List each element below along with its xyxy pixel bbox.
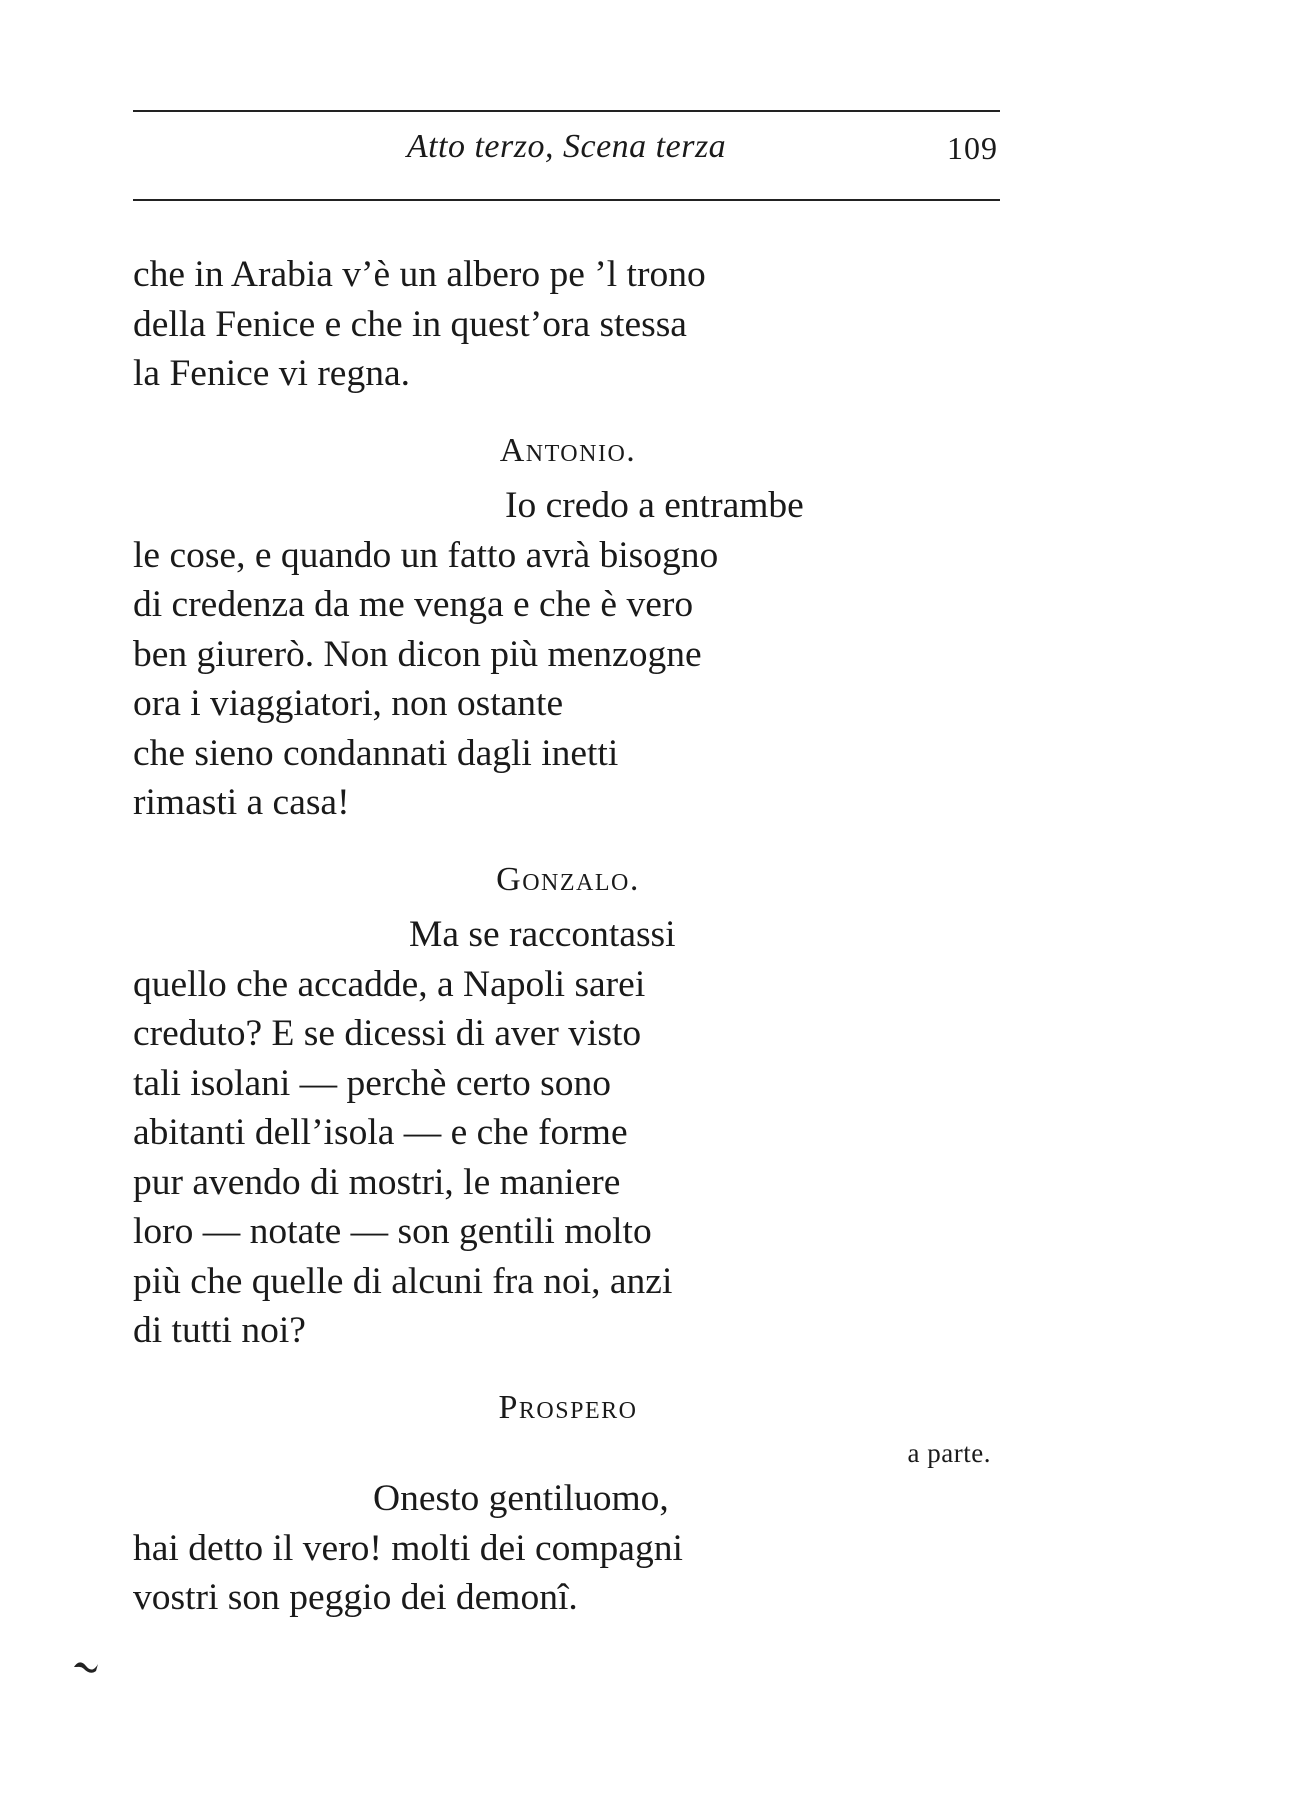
verse-line: Ma se raccontassi xyxy=(409,914,676,955)
verse-line: più che quelle di alcuni fra noi, anzi xyxy=(133,1260,673,1302)
header-rule-top xyxy=(133,110,1000,112)
speaker-prospero: Prospero xyxy=(498,1388,638,1426)
verse-line: pur avendo di mostri, le maniere xyxy=(133,1161,621,1203)
verse-line: hai detto il vero! molti dei compagni xyxy=(133,1527,683,1569)
verse-line: di credenza da me venga e che è vero xyxy=(133,584,694,625)
page-number: 109 xyxy=(947,130,998,166)
spacer xyxy=(133,399,1003,426)
printer-ornament-icon-svg xyxy=(72,1659,100,1675)
header-rule-bottom xyxy=(133,199,1000,201)
printer-ornament-icon xyxy=(72,1655,100,1682)
speaker-antonio: Antonio. xyxy=(499,431,637,469)
verse-line: tali isolani — perchè certo sono xyxy=(133,1062,611,1104)
speaker-gonzalo: Gonzalo. xyxy=(496,860,640,898)
verse-line: rimasti a casa! xyxy=(133,782,350,823)
verse-line: ben giurerò. Non dicon più menzogne xyxy=(133,633,702,675)
verse-line: loro — notate — son gentili molto xyxy=(133,1211,652,1252)
verse-line: di tutti noi? xyxy=(133,1310,306,1351)
spacer xyxy=(133,828,1003,855)
verse-line: Io credo a entrambe xyxy=(505,485,804,526)
verse-line: Onesto gentiluomo, xyxy=(373,1478,669,1519)
verse-line: creduto? E se dicessi di aver visto xyxy=(133,1013,642,1054)
spacer xyxy=(133,1356,1003,1383)
verse-line: vostri son peggio dei demonî. xyxy=(133,1577,578,1618)
running-head xyxy=(133,128,1000,178)
running-title: Atto terzo, Scena terza xyxy=(406,128,727,165)
verse-line: la Fenice vi regna. xyxy=(133,353,410,394)
play-text xyxy=(133,250,1003,1623)
verse-line: le cose, e quando un fatto avrà bisogno xyxy=(133,534,719,576)
verse-line: della Fenice e che in quest’ora stessa xyxy=(133,303,687,345)
verse-line: che in Arabia v’è un albero pe ’l trono xyxy=(133,254,706,295)
verse-line: abitanti dell’isola — e che forme xyxy=(133,1112,628,1153)
stage-direction: a parte. xyxy=(907,1438,991,1468)
verse-line: ora i viaggiatori, non ostante xyxy=(133,683,564,724)
verse-line: quello che accadde, a Napoli sarei xyxy=(133,963,646,1005)
verse-line: che sieno condannati dagli inetti xyxy=(133,732,619,774)
